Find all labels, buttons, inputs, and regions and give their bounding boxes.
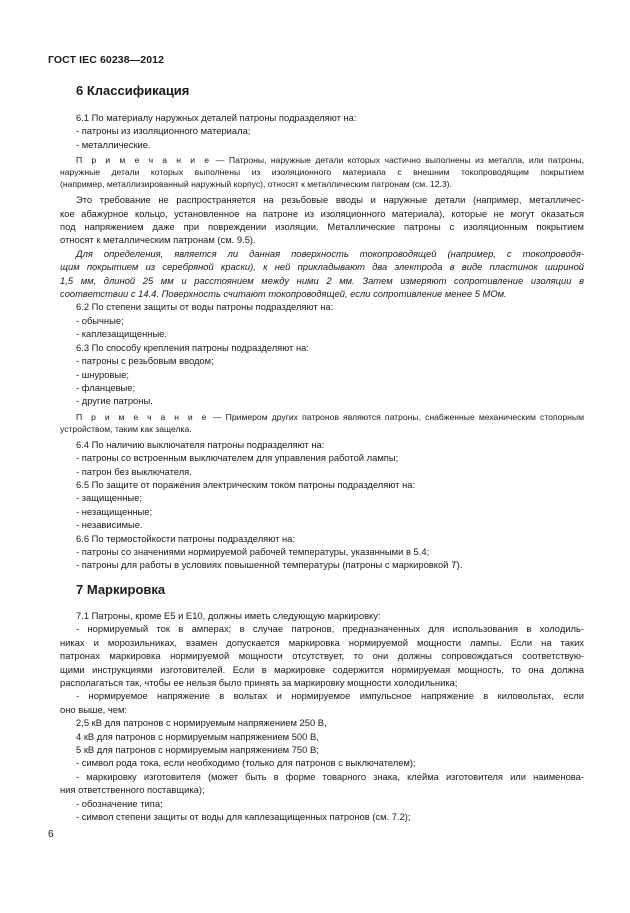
- page-number: 6: [48, 829, 54, 840]
- note-label: П р и м е ч а н и е: [76, 155, 212, 166]
- list-item: - патроны из изоляционного материала;: [76, 125, 251, 137]
- list-item: - фланцевые;: [76, 381, 136, 393]
- list-item: - защищенные;: [76, 492, 142, 504]
- clause-6-1: 6.1 По материалу наружных деталей патроны подразделяют на:: [76, 112, 357, 123]
- standard-header: ГОСТ IEC 60238—2012: [48, 54, 165, 66]
- section-6-heading: 6 Классификация: [76, 83, 190, 98]
- clause-6-5: 6.5 По защите от поражения электрическим током патроны подразделяют на:: [76, 478, 416, 490]
- list-item: 4 кВ для патронов с нормируемым напряжением 500 В,: [76, 730, 319, 742]
- section-7-body: [60, 609, 584, 824]
- section-6-body: [60, 111, 584, 572]
- list-item: - патрон без выключателя.: [76, 465, 192, 477]
- list-item: - патроны со значениями нормируемой рабочей температуры, указанными в 5.4;: [76, 545, 430, 557]
- list-item: - незащищенные;: [76, 505, 153, 517]
- clause-6-6: 6.6 По термостойкости патроны подразделяют на:: [76, 532, 295, 544]
- list-item: - независимые.: [76, 519, 143, 531]
- list-item: 5 кВ для патронов с нормируемым напряжением 750 В;: [76, 744, 319, 756]
- list-item: - каплезащищенные.: [76, 328, 167, 340]
- list-item: - металлические.: [76, 138, 151, 150]
- list-item: - патроны для работы в условиях повышенной температуры (патроны с маркировкой T).: [76, 559, 463, 571]
- clause-6-4: 6.4 По наличию выключателя патроны подразделяют на:: [76, 438, 325, 450]
- list-item: - патроны с резьбовым вводом;: [76, 355, 214, 367]
- list-item: 2,5 кВ для патронов с нормируемым напряжением 250 В,: [76, 717, 327, 729]
- list-item: - патроны со встроенным выключателем для управления работой лампы;: [76, 452, 399, 464]
- list-item: - обозначение типа;: [76, 797, 163, 809]
- test-method-paragraph: Для определения, является ли данная поверхность токопроводящей (например, с токопроводя- щим покрытием из серебряной краски), к ней прикладывают два электрода в виде пластинок шириной 1,5 мм, длиной 25 мм и расстоянием между ними 2 мм. Затем измеряют сопротивление изоляции в соответствии с 14.4. Поверхность считают токопроводящей, если сопротивление менее 5 МОм.: [60, 247, 584, 300]
- clause-6-3: 6.3 По способу крепления патроны подразделяют на:: [76, 341, 309, 353]
- marking-current: - нормируемый ток в амперах; в случае патронов, предназначенных для использования в холодиль- никах и морозильниках, взамен допускается маркировка нормируемой мощности лампы. Если на таких патронах маркировка нормируемой мощности отсутствует, то они должны сопровождаться соответствую- щими инструкциями изготовителей. Если в маркировке содержится нормируемая мощность, то она должна располагаться так, чтобы ее нельзя было принять за маркировку мощности холодильника;: [60, 623, 584, 689]
- note-2: П р и м е ч а н и е — Примером других патронов являются патроны, снабженные механическим стопорным устройством, таким как защелка.: [60, 411, 584, 434]
- marking-voltage: - нормируемое напряжение в вольтах и нормируемое импульсное напряжение в киловольтах, если оно выше, чем:: [60, 690, 584, 715]
- section-7-heading: 7 Маркировка: [76, 582, 166, 597]
- note-label: П р и м е ч а н и е: [76, 411, 209, 422]
- list-item: - символ степени защиты от воды для каплезащищенных патронов (см. 7.2);: [76, 811, 411, 823]
- list-item: - другие патроны.: [76, 395, 153, 407]
- requirement-paragraph: Это требование не распространяется на резьбовые вводы и наружные детали (например, металличес- кое абажурное кольцо, установленное на патроне из изоляционного материала), которые не могут оказаться под напряжением даже при повреждении изоляции. Металлические патроны с изоляционным покрытием относят к металлическим патронам (см. 9.5).: [60, 194, 584, 246]
- clause-6-2: 6.2 По степени защиты от воды патроны подразделяют на:: [76, 301, 334, 313]
- list-item: - обычные;: [76, 314, 124, 326]
- marking-manufacturer: - маркировку изготовителя (может быть в форме товарного знака, клейма изготовителя или наименова- ния ответственного поставщика);: [60, 770, 584, 796]
- clause-7-1: 7.1 Патроны, кроме Е5 и Е10, должны иметь следующую маркировку:: [76, 610, 381, 621]
- list-item: - символ рода тока, если необходимо (только для патронов с выключателем);: [76, 757, 416, 769]
- note-1: П р и м е ч а н и е — Патроны, наружные детали которых частично выполнены из металла, или патроны, наружные детали которых выполнены из изоляционного материала с внешним токопроводящим покрытием (например, металлизированный наружный корпус), относят к металлическим патронам (см. 12.3).: [60, 155, 584, 190]
- list-item: - шнуровые;: [76, 368, 129, 380]
